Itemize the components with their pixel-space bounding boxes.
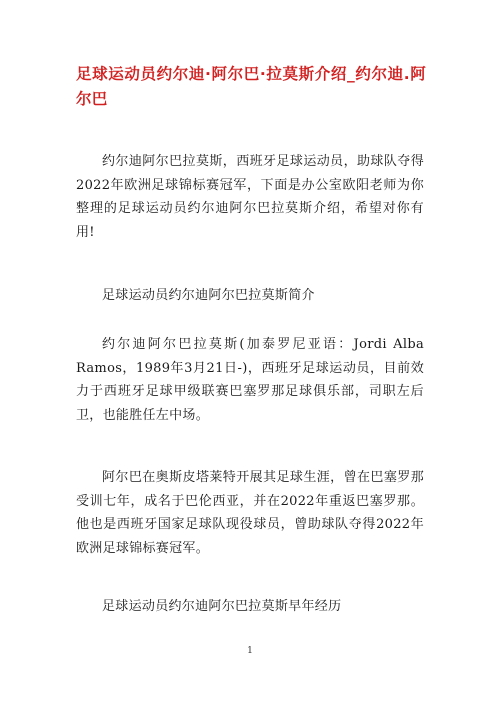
profile-paragraph: 约尔迪阿尔巴拉莫斯(加泰罗尼亚语：Jordi Alba Ramos，1989年3月21日-)，西班牙足球运动员，目前效力于西班牙足球甲级联赛巴塞罗那足球俱乐部，司职左后卫，也能胜任左中场。 [76, 337, 424, 423]
document-title: 足球运动员约尔迪·阿尔巴·拉莫斯介绍_约尔迪.阿尔巴 [76, 65, 426, 108]
career-paragraph: 阿尔巴在奥斯皮塔莱特开展其足球生涯，曾在巴塞罗那受训七年，成名于巴伦西亚，并在2022年重返巴塞罗那。他也是西班牙国家足球队现役球员，曾助球队夺得2022年欧洲足球锦标赛冠军。 [76, 470, 424, 556]
page-number: 1 [247, 646, 253, 656]
section-heading-early-life: 足球运动员约尔迪阿尔巴拉莫斯早年经历 [102, 599, 342, 614]
intro-paragraph: 约尔迪阿尔巴拉莫斯，西班牙足球运动员，助球队夺得2022年欧洲足球锦标赛冠军，下面是办公室欧阳老师为你整理的足球运动员约尔迪阿尔巴拉莫斯介绍，希望对你有用! [76, 154, 424, 240]
section-heading-profile: 足球运动员约尔迪阿尔巴拉莫斯简介 [102, 288, 315, 303]
